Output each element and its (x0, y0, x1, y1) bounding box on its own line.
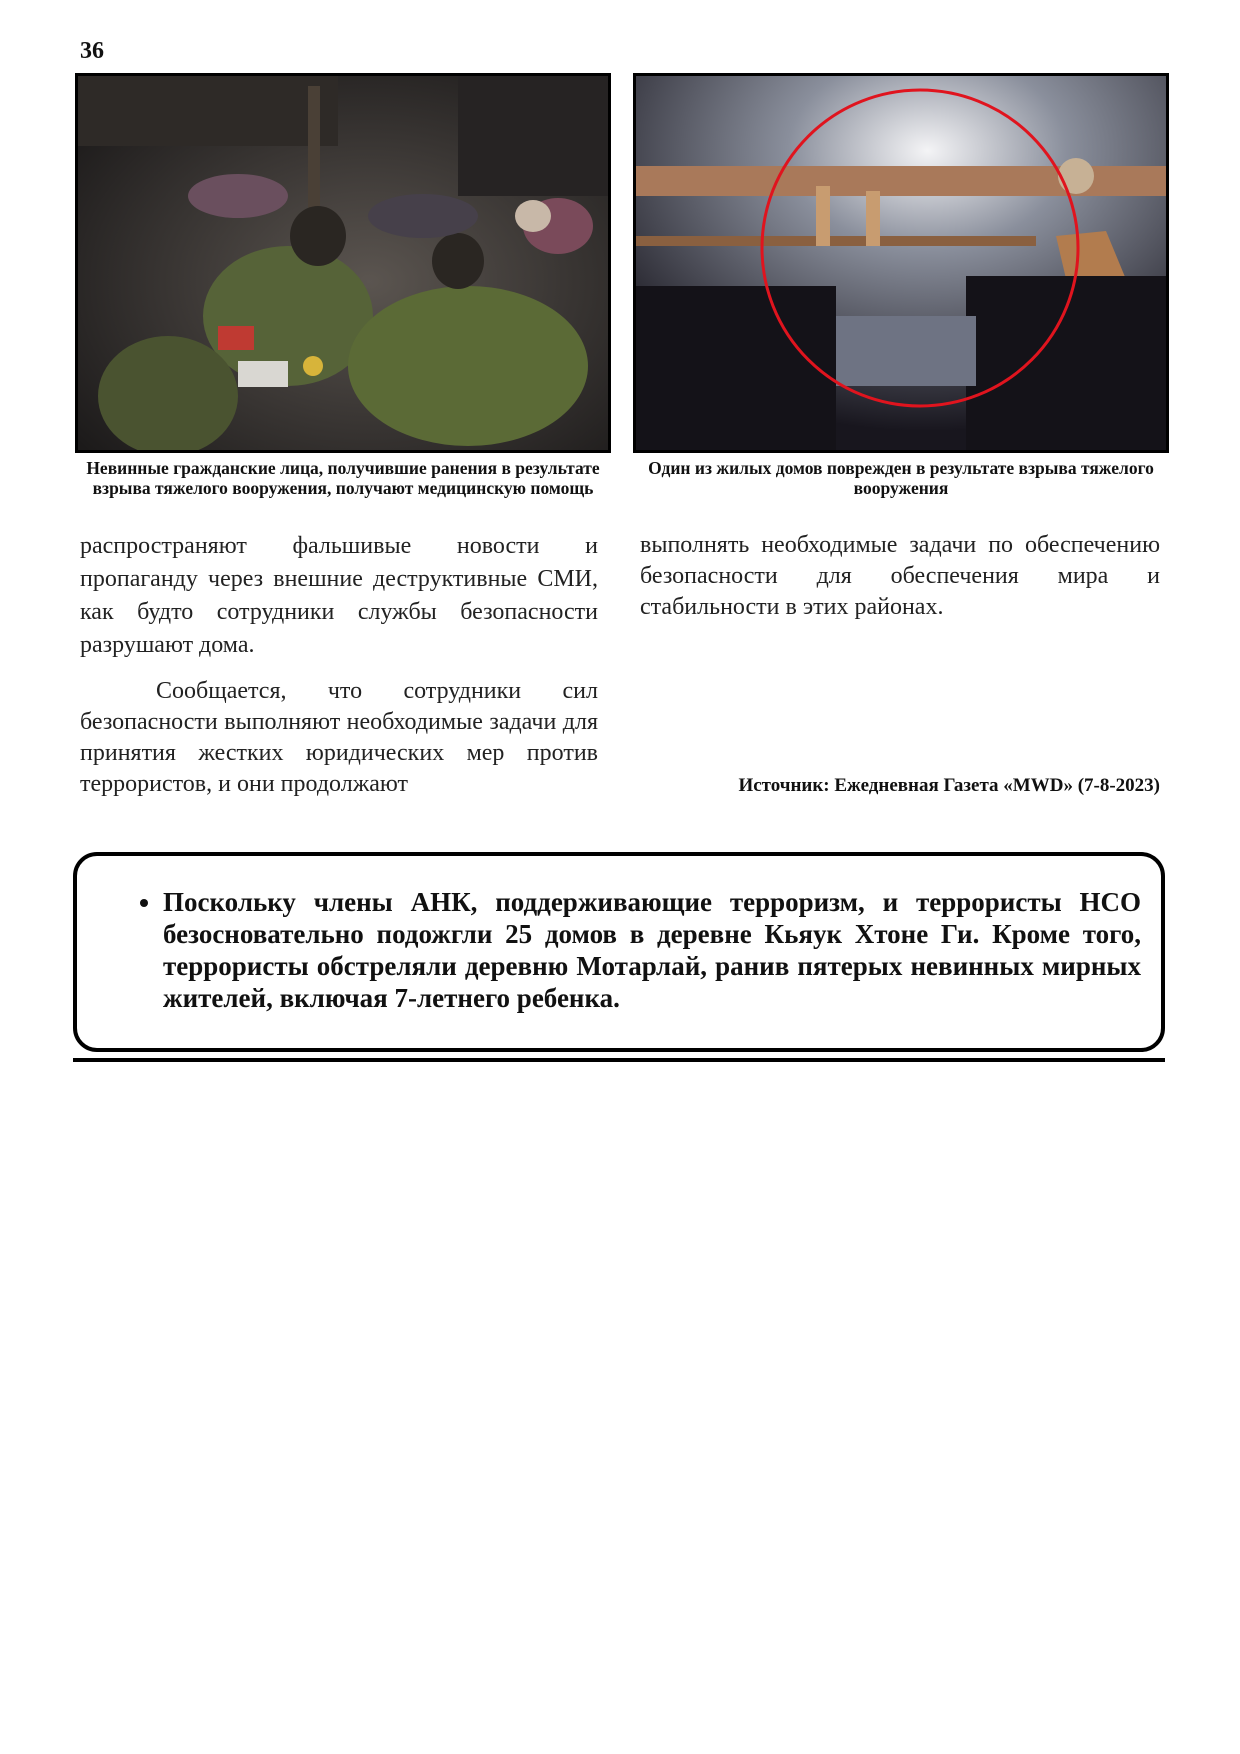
callout-list (125, 886, 1141, 1014)
photo-damaged-house (633, 73, 1169, 453)
photo-caption-right: Один из жилых домов поврежден в результате взрыва тяжелого вооружения (648, 458, 1154, 498)
callout-box (73, 852, 1165, 1052)
photo-damaged-house-image (636, 76, 1166, 450)
photo-injured-civilians (75, 73, 611, 453)
divider (73, 1058, 1165, 1062)
photo-caption-left: Невинные гражданские лица, получившие ранения в результате взрыва тяжелого вооружения, получают медицинскую помощь (86, 458, 600, 498)
callout-item: • Поскольку члены АНК, поддерживающие терроризм, и террористы НСО безосновательно подожгли 25 домов в деревне Кьяук Хтоне Ги. Кроме того, террористы обстреляли деревню Мотарлай, ранив пятерых невинных мирных жителей, включая 7-летнего ребенка. (163, 886, 1141, 1014)
source-citation: Источник: Ежедневная Газета «MWD» (7-8-2023) (738, 775, 1160, 796)
paragraph: выполнять необходимые задачи по обеспечению безопасности для обеспечения мира и стабильности в этих районах. (640, 532, 1160, 620)
paragraph: Сообщается, что сотрудники сил безопасности выполняют необходимые задачи для принятия жестких юридических мер против террористов, и они продолжают (80, 678, 598, 797)
paragraph: распространяют фальшивые новости и пропаганду через внешние деструктивные СМИ, как будто сотрудники службы безопасности разрушают дома. (80, 533, 598, 658)
page-number: 36 (80, 38, 104, 64)
article-column-left (80, 530, 598, 800)
photo-injured-civilians-image (78, 76, 608, 450)
article-column-right (640, 530, 1160, 623)
